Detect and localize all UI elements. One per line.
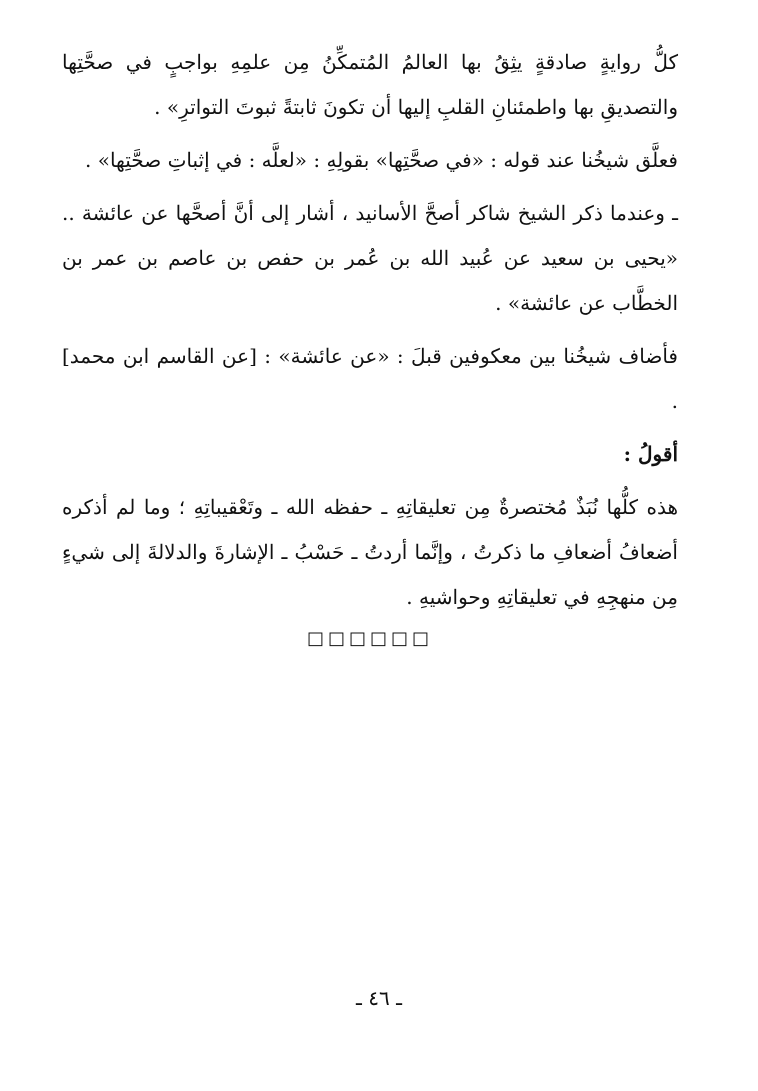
text-line: فعلَّق شيخُنا عند قوله : «في صحَّتِها» بقولِهِ : «لعلَّه : في إثباتِ <box>167 148 678 172</box>
text-line: عن عائشة .. «يحيى بن سعيد عن عُبيد الله بن عُمر بن حفص بن <box>62 201 678 270</box>
page-body <box>62 40 678 649</box>
paragraph-comment-one <box>62 138 678 183</box>
page-number: ـ ٤٦ ـ <box>356 986 402 1010</box>
text-line: صحَّتِها» . <box>85 148 162 172</box>
text-line: فأضاف شيخُنا بين معكوفين قبلَ : «عن عائشة» : [عن القاسم <box>156 344 678 368</box>
section-heading: أقولُ : <box>623 442 678 466</box>
paragraph-conclusion <box>62 485 678 620</box>
text-line: وما لم أذكره أضعافُ أضعافِ ما ذكرتُ ، وإنَّما أردتُ ـ حَسْبُ ـ <box>62 495 678 564</box>
text-line: كلُّ روايةٍ صادقةٍ يثِقُ بها العالمُ المُتمكِّنُ مِن علمِهِ بواجبٍ في صحَّتِها <box>62 50 678 74</box>
text-line: الإشارةَ والدلالةَ إلى شيءٍ مِن منهجِهِ في تعليقاتِهِ وحواشيهِ . <box>62 540 678 609</box>
text-line: عاصم بن عمر بن الخطَّاب عن عائشة» . <box>62 246 678 315</box>
section-separator: □□□□□□ <box>306 628 434 649</box>
text-line: والتصديقِ بها واطمئنانِ القلبِ إليها أن تكونَ ثابتةً ثبوتَ التواترِ» . <box>154 95 678 119</box>
paragraph-quote-continuation <box>62 40 678 130</box>
paragraph-comment-two <box>62 191 678 326</box>
text-line: هذه كلُّها نُبَذٌ مُختصرةٌ مِن تعليقاتِهِ ـ حفظه الله ـ وتَعْقيباتِهِ ؛ <box>178 495 678 519</box>
text-line: ابن محمد] . <box>62 344 678 413</box>
paragraph-comment-three <box>62 334 678 424</box>
text-line: ـ وعندما ذكر الشيخ شاكر أصحَّ الأسانيد ، أشار إلى أنَّ أصحَّها <box>175 201 679 225</box>
